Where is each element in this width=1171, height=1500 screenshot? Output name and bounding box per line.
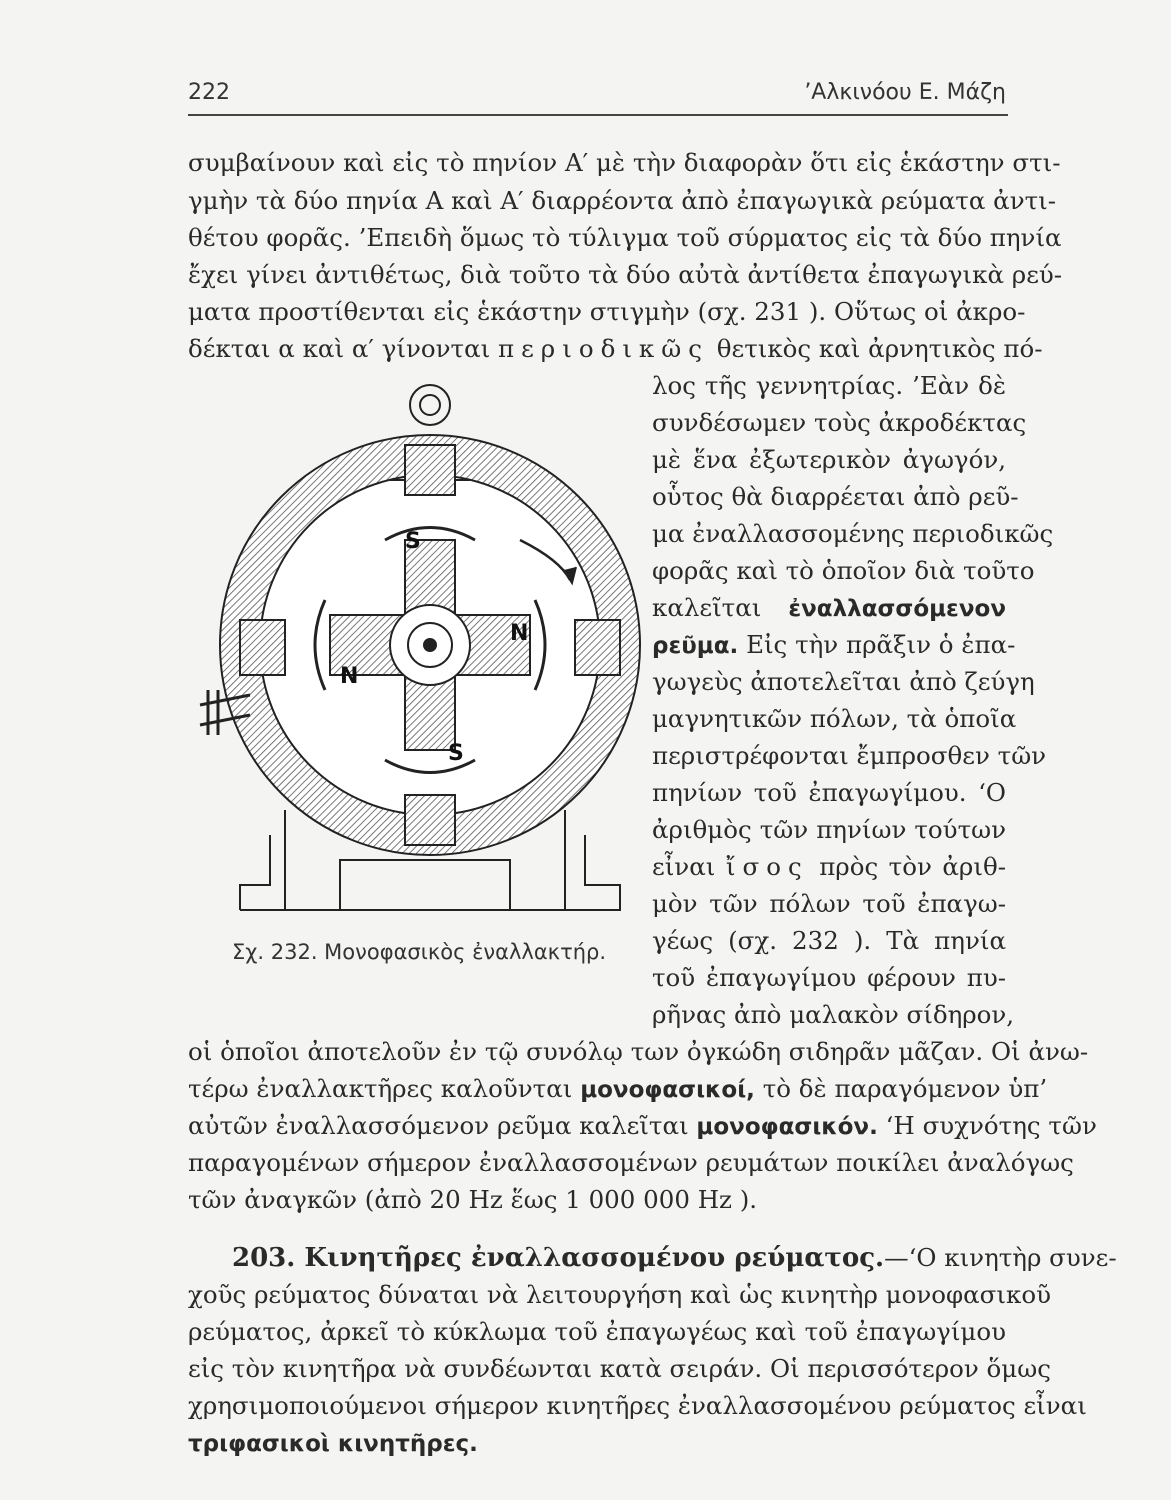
- text-line: τοῦ ἐπαγωγίμου φέρουν πυ-: [652, 963, 1006, 992]
- spaced-emphasis: ἴσος: [725, 852, 809, 881]
- text-line: χοῦς ρεύματος δύναται νὰ λειτουργήση καὶ ὡς κινητὴρ μονοφασικοῦ: [188, 1280, 1051, 1309]
- text-line: περιστρέφονται ἔμπροσθεν τῶν: [652, 741, 1047, 770]
- alternator-figure: [190, 365, 650, 935]
- running-header-author: ’Αλκινόου Ε. Μάζη: [804, 80, 1006, 105]
- text-line: μα ἐναλλασσομένης περιοδικῶς: [652, 519, 1054, 548]
- text-line: θέτου φορᾶς. ’Επειδὴ ὅμως τὸ τύλιγμα τοῦ σύρματος εἰς τὰ δύο πηνία: [188, 223, 1062, 252]
- text-line: [652, 593, 1006, 624]
- text: δέκται α καὶ α′ γίνονται: [188, 334, 491, 363]
- pole-label: S: [405, 529, 421, 554]
- text-line: πηνίων τοῦ ἐπαγωγίμου. ‘Ο: [652, 778, 1006, 807]
- text-line: οὗτος θὰ διαρρέεται ἀπὸ ρεῦ-: [652, 482, 1019, 511]
- text-line: [652, 852, 1006, 882]
- text-line: γωγεὺς ἀποτελεῖται ἀπὸ ζεύγη: [652, 667, 1035, 696]
- figure-caption: Σχ. 232. Μονοφασικὸς ἐναλλακτήρ.: [232, 940, 607, 964]
- pole-label: S: [448, 741, 464, 766]
- page-number: 222: [188, 80, 230, 105]
- text-line: ρεύματος, ἀρκεῖ τὸ κύκλωμα τοῦ ἐπαγωγέως καὶ τοῦ ἐπαγωγίμου: [188, 1317, 1006, 1346]
- bold-term: ρεῦμα.: [652, 633, 739, 659]
- bold-term: τριφασικοὶ κινητῆρες.: [188, 1431, 478, 1457]
- text-line: [188, 334, 1043, 364]
- text-line: μὲ ἕνα ἐξωτερικὸν ἀγωγόν,: [652, 445, 1006, 474]
- text-line: ἀριθμὸς τῶν πηνίων τούτων: [652, 815, 1006, 844]
- text: καλεῖται: [652, 593, 762, 622]
- text-line: μαγνητικῶν πόλων, τὰ ὁποῖα: [652, 704, 1017, 733]
- section-heading-line: [232, 1243, 1117, 1273]
- pole-label: N: [340, 664, 359, 689]
- text: θετικὸς καὶ ἀρνητικὸς πό-: [716, 334, 1043, 363]
- text: —‘Ο κινητὴρ συνε-: [884, 1243, 1117, 1272]
- text-line: μὸν τῶν πόλων τοῦ ἐπαγω-: [652, 889, 1006, 918]
- coil: [240, 620, 285, 675]
- coil: [575, 620, 620, 675]
- pole-label: N: [510, 621, 529, 646]
- bold-term: μονοφασικόν.: [696, 1114, 878, 1140]
- text-line: παραγομένων σήμερον ἐναλλασσομένων ρευμάτων ποικίλει ἀναλόγως: [188, 1148, 1074, 1177]
- text-line: εἰς τὸν κινητῆρα νὰ συνδέωνται κατὰ σειράν. Οἱ περισσότερον ὅμως: [188, 1354, 1051, 1383]
- text-line: γέως (σχ. 232 ). Τὰ πηνία: [652, 926, 1006, 955]
- text-line: γμὴν τὰ δύο πηνία Α καὶ Α′ διαρρέοντα ἀπὸ ἐπαγωγικὰ ρεύματα ἀντι-: [188, 186, 1057, 215]
- text: πρὸς τὸν ἀριθ-: [819, 852, 1006, 881]
- header-rule: [188, 114, 1008, 116]
- bold-term: ἐναλλασσόμενον: [788, 596, 1006, 622]
- text-line: ρῆνας ἀπὸ μαλακὸν σίδηρον,: [652, 1000, 1015, 1029]
- text: τέρω ἐναλλακτῆρες καλοῦνται: [188, 1074, 573, 1103]
- text-line: λος τῆς γεννητρίας. ’Εὰν δὲ: [652, 371, 1006, 400]
- text-line: [652, 630, 1016, 661]
- text-line: ἔχει γίνει ἀντιθέτως, διὰ τοῦτο τὰ δύο αὐτὰ ἀντίθετα ἐπαγωγικὰ ρεύ-: [188, 260, 1063, 289]
- lifting-eye: [410, 385, 450, 425]
- text-line: ματα προστίθενται εἰς ἑκάστην στιγμὴν (σχ. 231 ). Οὕτως οἱ ἀκρο-: [188, 297, 1026, 326]
- text-line: [188, 1074, 1048, 1105]
- text-line: οἱ ὁποῖοι ἀποτελοῦν ἐν τῷ συνόλῳ των ὀγκώδη σιδηρᾶν μᾶζαν. Οἱ ἀνω-: [188, 1037, 1089, 1066]
- bold-term: μονοφασικοί,: [580, 1077, 755, 1103]
- spaced-emphasis: περιοδικῶς: [498, 334, 709, 363]
- text-line: συνδέσωμεν τοὺς ἀκροδέκτας: [652, 408, 1027, 437]
- coil: [405, 445, 455, 495]
- text: ‘Η συχνότης τῶν: [885, 1111, 1097, 1140]
- section-heading: 203. Κινητῆρες ἐναλλασσομένου ρεύματος.: [232, 1243, 885, 1273]
- text: αὐτῶν ἐναλλασσόμενον ρεῦμα καλεῖται: [188, 1111, 689, 1140]
- text: Εἰς τὴν πρᾶξιν ὁ ἐπα-: [746, 630, 1016, 659]
- text-line: [188, 1111, 1097, 1142]
- text-line: φορᾶς καὶ τὸ ὁποῖον διὰ τοῦτο: [652, 556, 1035, 585]
- coil: [405, 795, 455, 845]
- text-line: [188, 1428, 1006, 1459]
- text: εἶναι: [652, 852, 716, 881]
- text-line: συμβαίνουν καὶ εἰς τὸ πηνίον Α′ μὲ τὴν διαφορὰν ὅτι εἰς ἑκάστην στι-: [188, 148, 1061, 177]
- text-line: τῶν ἀναγκῶν (ἀπὸ 20 Hz ἕως 1 000 000 Hz ).: [188, 1185, 758, 1214]
- text: τὸ δὲ παραγόμενον ὑπ’: [762, 1074, 1048, 1103]
- text-line: χρησιμοποιούμενοι σήμερον κινητῆρες ἐναλλασσομένου ρεύματος εἶναι: [188, 1391, 1087, 1420]
